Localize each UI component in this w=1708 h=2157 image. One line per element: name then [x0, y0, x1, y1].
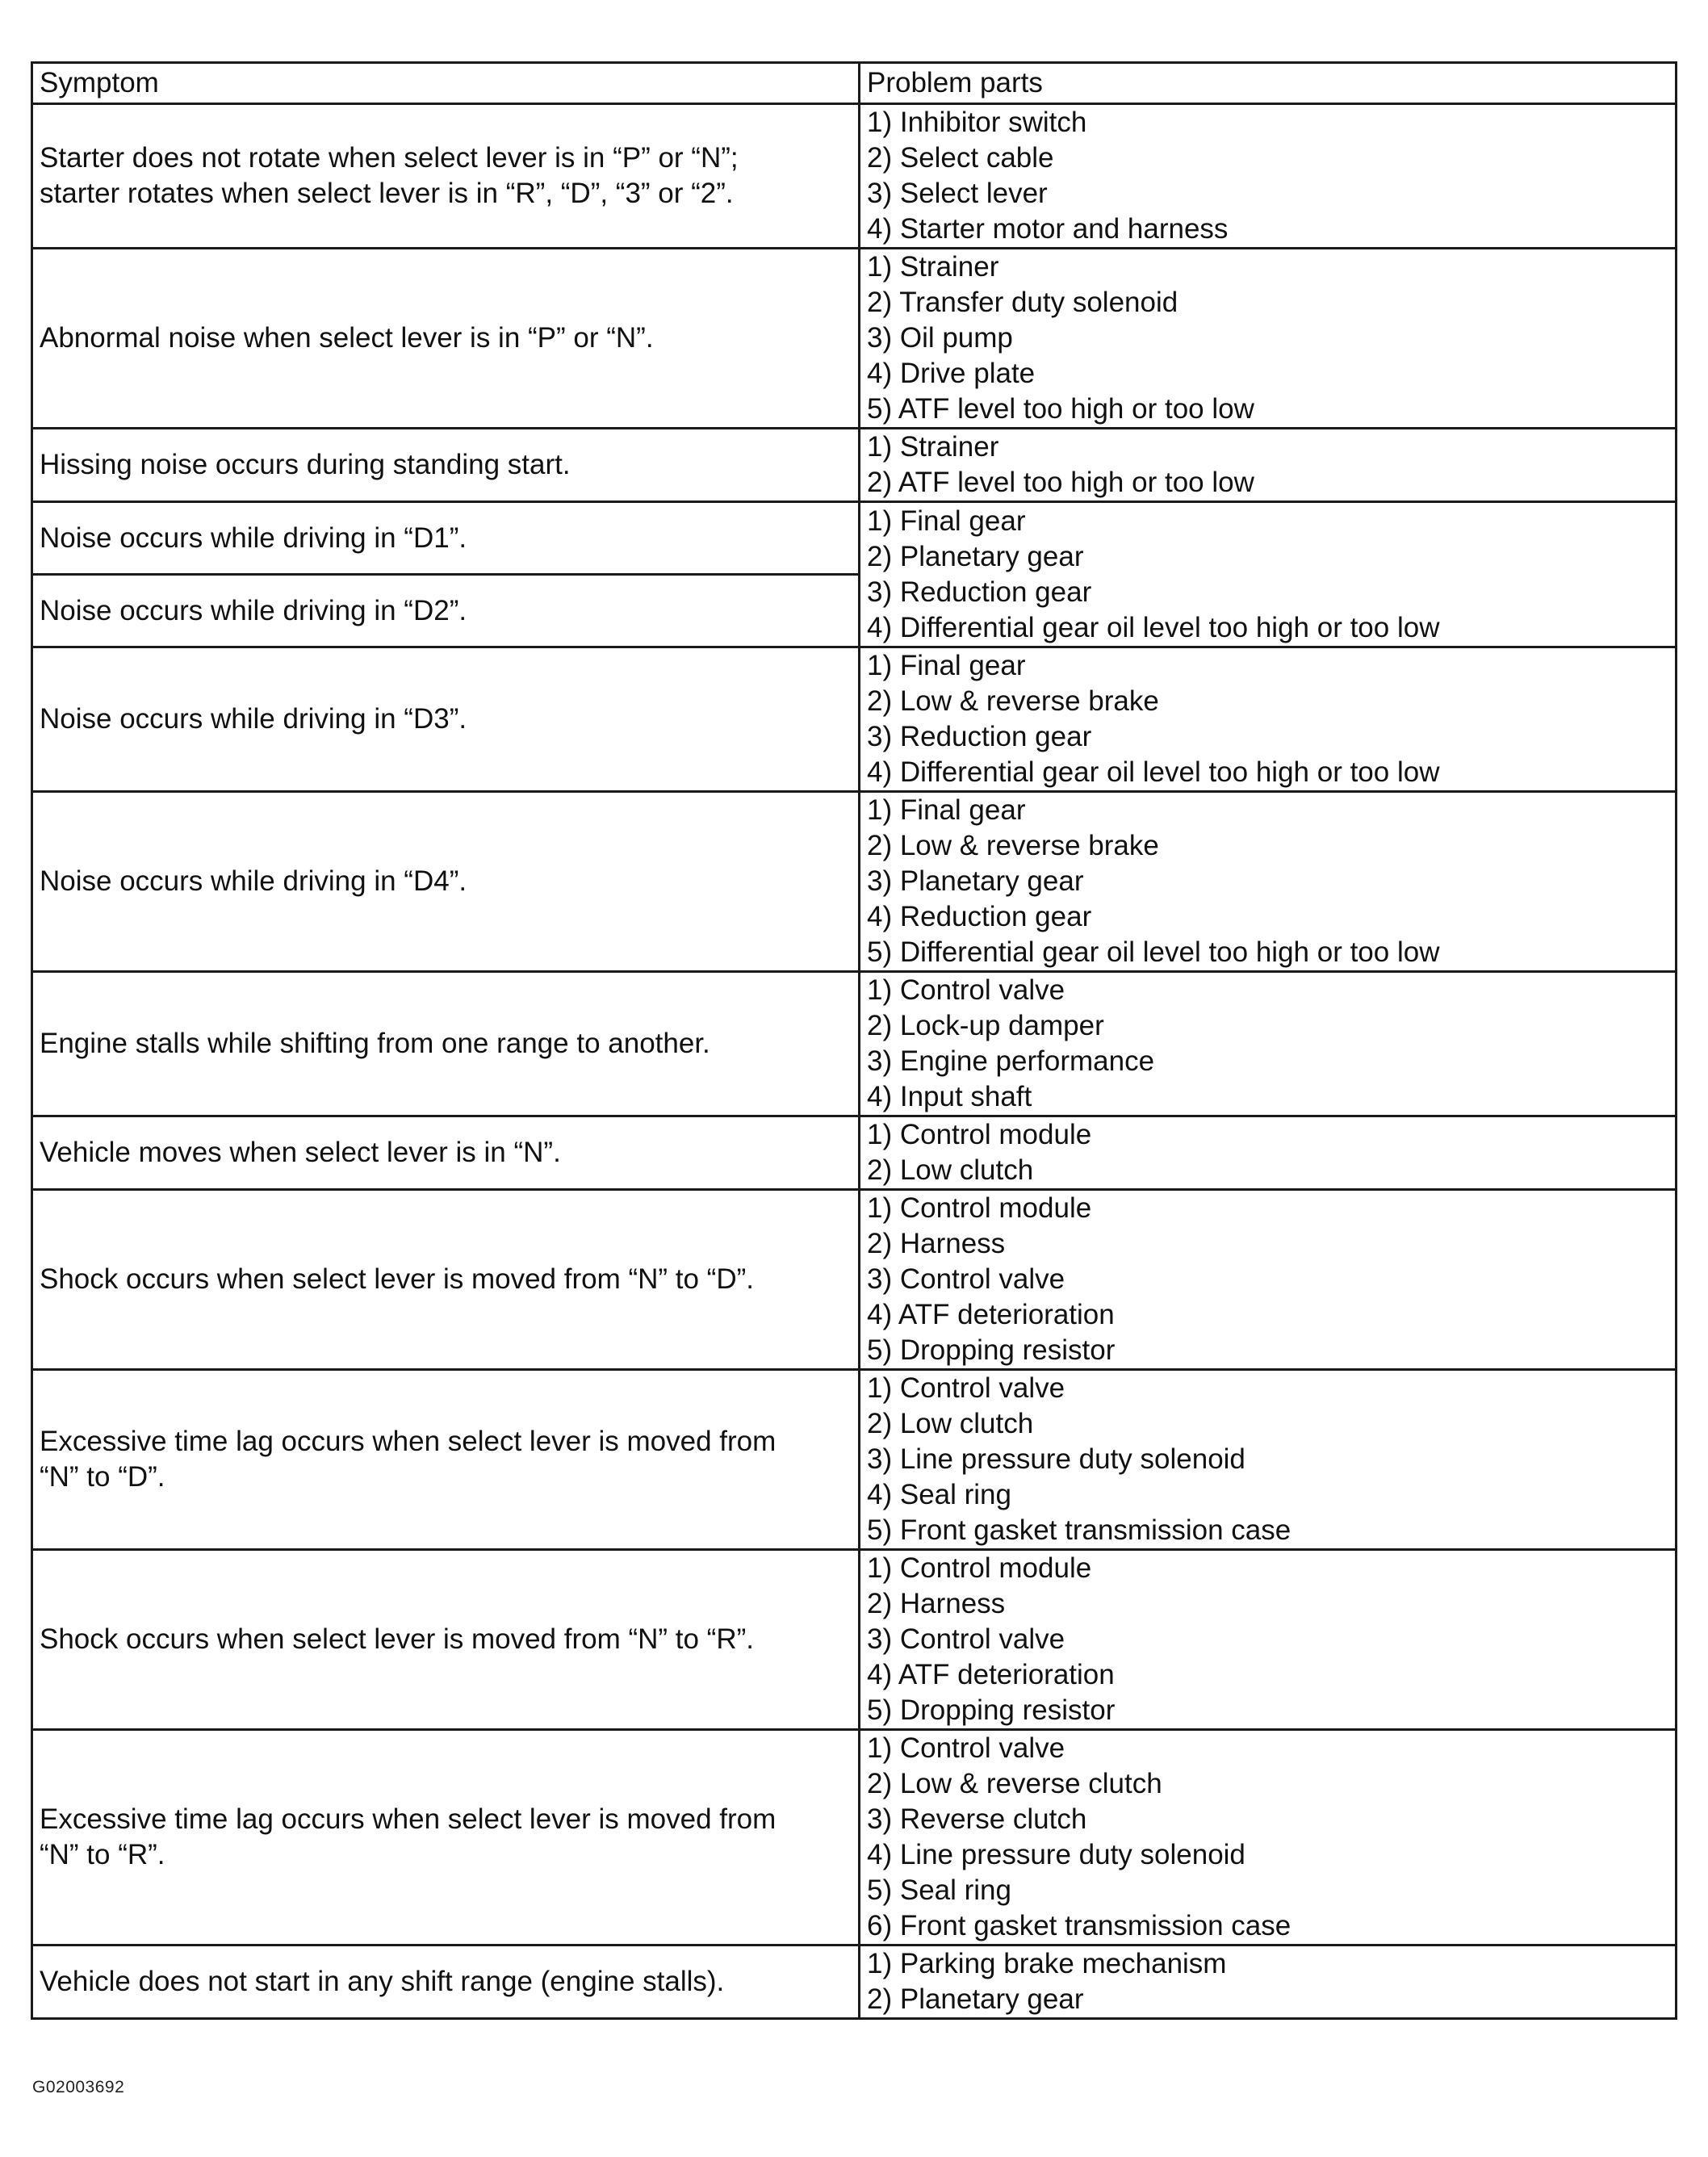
- problem-parts-cell: [860, 1370, 1677, 1550]
- problem-part-item: 2) Low clutch: [867, 1408, 1034, 1439]
- symptom-cell: [32, 502, 860, 575]
- problem-parts-list: [867, 1371, 1675, 1548]
- symptom-cell: [32, 1945, 860, 2019]
- problem-parts-cell: [860, 972, 1677, 1116]
- symptom-cell: [32, 104, 860, 249]
- problem-part-item: 1) Final gear: [867, 505, 1026, 537]
- problem-parts-cell: [860, 1550, 1677, 1730]
- problem-part-item: 4) Seal ring: [867, 1479, 1011, 1510]
- problem-part-item: 1) Strainer: [867, 251, 999, 283]
- symptom-text: Vehicle does not start in any shift range (engine stalls).: [40, 1966, 725, 1997]
- figure-id-label: G02003692: [32, 2078, 125, 2096]
- symptom-text: Noise occurs while driving in “D2”.: [40, 594, 467, 626]
- problem-part-item: 2) Transfer duty solenoid: [867, 287, 1178, 318]
- problem-part-item: 1) Strainer: [867, 431, 999, 463]
- problem-parts-cell: [860, 249, 1677, 429]
- problem-part-item: 4) Starter motor and harness: [867, 213, 1229, 245]
- problem-part-item: 1) Control module: [867, 1552, 1092, 1584]
- symptom-column-header: Symptom: [32, 63, 860, 104]
- symptom-cell: [32, 249, 860, 429]
- problem-part-item: 1) Control valve: [867, 1732, 1065, 1764]
- problem-part-item: 3) Reduction gear: [867, 576, 1092, 608]
- symptom-cell: [32, 575, 860, 647]
- symptom-text: “N” to “D”.: [40, 1461, 165, 1493]
- table-row: [32, 1190, 1677, 1370]
- table-row: [32, 249, 1677, 429]
- problem-parts-list: [867, 504, 1675, 646]
- problem-parts-cell: [860, 1190, 1677, 1370]
- symptom-text: Shock occurs when select lever is moved from “N” to “R”.: [40, 1623, 754, 1655]
- problem-part-item: 4) Reduction gear: [867, 901, 1092, 932]
- table-row: [32, 647, 1677, 792]
- problem-part-item: 4) Input shaft: [867, 1081, 1032, 1112]
- symptom-cell: [32, 972, 860, 1116]
- problem-parts-cell: [860, 429, 1677, 502]
- problem-part-item: 3) Reverse clutch: [867, 1803, 1087, 1835]
- symptom-cell: [32, 1370, 860, 1550]
- problem-part-item: 5) ATF level too high or too low: [867, 393, 1254, 425]
- problem-part-item: 5) Dropping resistor: [867, 1694, 1116, 1726]
- problem-part-item: 2) Lock-up damper: [867, 1010, 1104, 1041]
- problem-part-item: 1) Final gear: [867, 794, 1026, 826]
- problem-part-item: 4) Differential gear oil level too high or too low: [867, 756, 1440, 788]
- symptom-text: Shock occurs when select lever is moved from “N” to “D”.: [40, 1263, 754, 1295]
- problem-part-item: 4) Drive plate: [867, 358, 1036, 389]
- problem-part-item: 3) Planetary gear: [867, 865, 1084, 897]
- problem-part-item: 3) Control valve: [867, 1623, 1065, 1655]
- symptom-text: Noise occurs while driving in “D3”.: [40, 703, 467, 735]
- problem-parts-column-header: Problem parts: [860, 63, 1677, 104]
- problem-part-item: 3) Engine performance: [867, 1045, 1155, 1077]
- table-row: [32, 792, 1677, 972]
- problem-part-item: 2) Low clutch: [867, 1154, 1034, 1186]
- problem-part-item: 2) Planetary gear: [867, 540, 1084, 572]
- symptom-cell: [32, 1190, 860, 1370]
- problem-parts-list: [867, 793, 1675, 970]
- problem-parts-cell: [860, 502, 1677, 647]
- symptom-text: Vehicle moves when select lever is in “N”.: [40, 1137, 561, 1168]
- problem-parts-list: [867, 1731, 1675, 1944]
- table-row: [32, 104, 1677, 249]
- problem-parts-list: [867, 1946, 1675, 2017]
- symptom-cell: [32, 429, 860, 502]
- symptom-text: Noise occurs while driving in “D1”.: [40, 521, 467, 554]
- symptom-cell: [32, 1730, 860, 1945]
- symptom-table: [31, 61, 1677, 2020]
- problem-part-item: 3) Control valve: [867, 1263, 1065, 1295]
- problem-part-item: 3) Line pressure duty solenoid: [867, 1443, 1245, 1475]
- table-header-row: [32, 63, 1677, 104]
- problem-parts-cell: [860, 1945, 1677, 2019]
- symptom-cell: [32, 1116, 860, 1190]
- problem-part-item: 1) Control valve: [867, 1372, 1065, 1404]
- table-row: [32, 1370, 1677, 1550]
- problem-parts-cell: [860, 104, 1677, 249]
- problem-part-item: 2) Low & reverse brake: [867, 685, 1159, 717]
- problem-part-item: 5) Front gasket transmission case: [867, 1514, 1291, 1546]
- symptom-cell: [32, 792, 860, 972]
- symptom-text: Engine stalls while shifting from one range to another.: [40, 1028, 710, 1059]
- problem-part-item: 1) Control module: [867, 1192, 1092, 1224]
- problem-parts-list: [867, 1117, 1675, 1188]
- problem-part-item: 4) ATF deterioration: [867, 1659, 1115, 1690]
- problem-part-item: 1) Parking brake mechanism: [867, 1948, 1227, 1979]
- problem-part-item: 4) Differential gear oil level too high or too low: [867, 611, 1440, 643]
- problem-parts-cell: [860, 647, 1677, 792]
- problem-part-item: 1) Inhibitor switch: [867, 107, 1087, 138]
- problem-part-item: 2) Harness: [867, 1588, 1006, 1619]
- problem-part-item: 1) Final gear: [867, 650, 1026, 681]
- symptom-cell: [32, 1550, 860, 1730]
- problem-parts-list: [867, 973, 1675, 1115]
- table-row: [32, 1550, 1677, 1730]
- problem-parts-list: [867, 429, 1675, 501]
- problem-parts-cell: [860, 1730, 1677, 1945]
- problem-part-item: 4) ATF deterioration: [867, 1299, 1115, 1330]
- problem-part-item: 2) Planetary gear: [867, 1983, 1084, 2015]
- problem-parts-list: [867, 1191, 1675, 1368]
- symptom-text: Excessive time lag occurs when select lever is moved from: [40, 1803, 777, 1835]
- symptom-text: Hissing noise occurs during standing start.: [40, 449, 571, 480]
- table-row: [32, 502, 1677, 575]
- problem-part-item: 2) ATF level too high or too low: [867, 467, 1254, 498]
- problem-part-item: 1) Control module: [867, 1119, 1092, 1150]
- problem-part-item: 3) Select lever: [867, 178, 1048, 209]
- problem-part-item: 2) Select cable: [867, 142, 1054, 174]
- symptom-cell: [32, 647, 860, 792]
- problem-parts-cell: [860, 792, 1677, 972]
- problem-parts-list: [867, 648, 1675, 790]
- problem-parts-list: [867, 105, 1675, 247]
- table-row: [32, 1945, 1677, 2019]
- symptom-text: Excessive time lag occurs when select lever is moved from: [40, 1426, 777, 1457]
- problem-part-item: 3) Reduction gear: [867, 721, 1092, 752]
- problem-part-item: 4) Line pressure duty solenoid: [867, 1839, 1245, 1870]
- problem-part-item: 1) Control valve: [867, 974, 1065, 1006]
- problem-part-item: 2) Low & reverse brake: [867, 830, 1159, 861]
- table-row: [32, 972, 1677, 1116]
- table-row: [32, 1730, 1677, 1945]
- problem-part-item: 6) Front gasket transmission case: [867, 1910, 1291, 1941]
- problem-parts-list: [867, 249, 1675, 427]
- problem-part-item: 5) Differential gear oil level too high or too low: [867, 936, 1440, 968]
- symptom-text: Noise occurs while driving in “D4”.: [40, 865, 467, 897]
- table-row: [32, 1116, 1677, 1190]
- symptom-text: starter rotates when select lever is in “R”, “D”, “3” or “2”.: [40, 178, 734, 209]
- problem-part-item: 5) Dropping resistor: [867, 1334, 1116, 1366]
- problem-part-item: 2) Harness: [867, 1228, 1006, 1259]
- symptom-text: Abnormal noise when select lever is in “P” or “N”.: [40, 322, 654, 354]
- problem-part-item: 3) Oil pump: [867, 322, 1013, 354]
- problem-part-item: 5) Seal ring: [867, 1874, 1011, 1906]
- problem-parts-list: [867, 1551, 1675, 1728]
- symptom-text: “N” to “R”.: [40, 1839, 165, 1870]
- symptom-text: Starter does not rotate when select lever is in “P” or “N”;: [40, 142, 739, 174]
- table-row: [32, 429, 1677, 502]
- problem-parts-cell: [860, 1116, 1677, 1190]
- problem-part-item: 2) Low & reverse clutch: [867, 1768, 1162, 1799]
